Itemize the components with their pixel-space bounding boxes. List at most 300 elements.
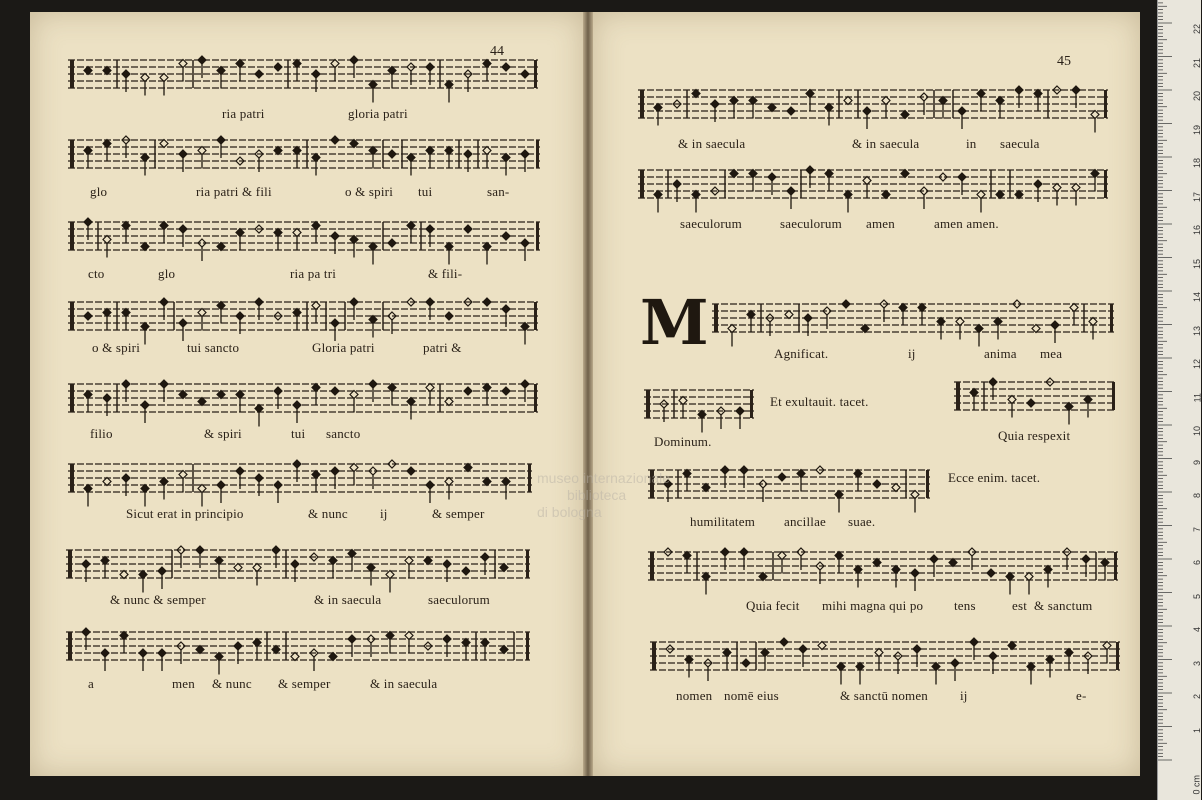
note-head [873, 559, 881, 567]
note-head [994, 318, 1002, 326]
note-head [274, 63, 282, 71]
note-head [1051, 321, 1059, 329]
lyric: ria patri & fili [196, 184, 272, 199]
note-head [521, 150, 529, 158]
note-head [103, 394, 111, 402]
clef-mark [640, 90, 644, 118]
book-gutter [583, 12, 593, 776]
lyric: Gloria patri [312, 340, 375, 355]
note-head [407, 154, 415, 162]
note-head [825, 104, 833, 112]
lyric: amen [866, 216, 895, 231]
note-head [521, 70, 529, 78]
note-head [863, 177, 871, 185]
clef-mark [70, 222, 74, 250]
note-head [426, 63, 434, 71]
lyric: sancto [326, 426, 361, 441]
note-head [82, 628, 90, 636]
lyric: ij [960, 688, 968, 703]
note-head [103, 309, 111, 317]
ruler-label: 11 [1192, 392, 1202, 402]
note-head [930, 555, 938, 563]
note-head [464, 387, 472, 395]
note-head [272, 646, 280, 654]
note-head [785, 311, 793, 319]
note-head [949, 559, 957, 567]
note-head [426, 481, 434, 489]
note-head [122, 70, 130, 78]
note-head [1072, 86, 1080, 94]
note-head [217, 391, 225, 399]
lyric: suae. [848, 514, 876, 529]
note-head [863, 107, 871, 115]
lyric: gloria patri [348, 106, 408, 121]
note-head [329, 557, 337, 565]
clef-mark [652, 642, 656, 670]
note-head [723, 649, 731, 657]
note-head [141, 485, 149, 493]
note-head [1065, 403, 1073, 411]
stamp-line: di bologna [537, 504, 602, 520]
note-head [331, 319, 339, 327]
note-head [1027, 399, 1035, 407]
note-head [1006, 573, 1014, 581]
note-head [1027, 663, 1035, 671]
lyric: men [172, 676, 195, 691]
note-head [856, 663, 864, 671]
end-bar [1110, 304, 1113, 332]
lyric: saeculorum [680, 216, 742, 231]
note-head [253, 564, 261, 572]
music-staff [638, 160, 1108, 206]
note-head [970, 389, 978, 397]
lyric: e- [1076, 688, 1087, 703]
note-head [293, 401, 301, 409]
note-head [179, 471, 187, 479]
lyric: tui sancto [187, 340, 240, 355]
music-staff [68, 292, 538, 338]
note-head [122, 474, 130, 482]
lyric: & in saecula [314, 592, 382, 607]
note-head [673, 180, 681, 188]
lyric: nomē eius [724, 688, 779, 703]
note-head [882, 97, 890, 105]
note-head [198, 398, 206, 406]
note-head [217, 243, 225, 251]
note-head [388, 239, 396, 247]
lyric: & in saecula [370, 676, 438, 691]
note-head [426, 298, 434, 306]
note-head [728, 325, 736, 333]
ruler-label: 12 [1192, 359, 1202, 370]
note-head [120, 632, 128, 640]
note-head [293, 229, 301, 237]
note-head [388, 150, 396, 158]
note-head [892, 484, 900, 492]
note-head [369, 81, 377, 89]
end-bar [526, 632, 529, 660]
note-head [160, 74, 168, 82]
note-head [899, 304, 907, 312]
note-head [759, 573, 767, 581]
note-head [462, 567, 470, 575]
note-head [806, 90, 814, 98]
ruler-label: 16 [1192, 225, 1202, 236]
clef-mark [646, 390, 650, 418]
note-head [483, 298, 491, 306]
lyric: a [88, 676, 94, 691]
note-head [502, 387, 510, 395]
ruler-label: 21 [1192, 57, 1202, 68]
note-head [1084, 396, 1092, 404]
ruler-label: 19 [1192, 124, 1202, 135]
stamp-line: biblioteca [567, 487, 627, 503]
note-head [1070, 304, 1078, 312]
ruler-label: 1 [1192, 727, 1202, 733]
note-head [101, 557, 109, 565]
note-head [443, 635, 451, 643]
lyric: tens [954, 598, 976, 613]
note-head [1082, 555, 1090, 563]
clef-mark [70, 384, 74, 412]
note-head [367, 564, 375, 572]
ruler-label: 22 [1192, 24, 1202, 35]
library-stamp [537, 470, 670, 521]
note-head [987, 569, 995, 577]
lyric: Dominum. [654, 434, 712, 449]
note-head [217, 481, 225, 489]
lyric: humilitatem [690, 514, 756, 529]
note-head [369, 316, 377, 324]
lyric: filio [90, 426, 113, 441]
note-head [388, 384, 396, 392]
note-head [312, 302, 320, 310]
note-head [255, 474, 263, 482]
note-head [141, 401, 149, 409]
note-head [120, 571, 128, 579]
lyric: patri & [423, 340, 462, 355]
note-head [502, 154, 510, 162]
note-head [464, 150, 472, 158]
note-head [1072, 184, 1080, 192]
ruler-label: 10 [1192, 426, 1202, 437]
lyric: Sicut erat in principio [126, 506, 244, 521]
music-staff [68, 130, 540, 176]
note-head [1034, 180, 1042, 188]
note-head [844, 97, 852, 105]
ruler-label: 20 [1192, 91, 1202, 102]
note-head [160, 478, 168, 486]
note-head [736, 407, 744, 415]
lyric: est [1012, 598, 1028, 613]
lyric: o & spiri [92, 340, 141, 355]
end-bar [534, 60, 537, 88]
note-head [350, 140, 358, 148]
note-head [464, 464, 472, 472]
note-head [854, 470, 862, 478]
note-head [179, 319, 187, 327]
note-head [958, 173, 966, 181]
lyric: & nunc & semper [110, 592, 206, 607]
note-head [369, 147, 377, 155]
note-head [84, 312, 92, 320]
note-head [198, 485, 206, 493]
note-head [272, 546, 280, 554]
clef-mark [68, 632, 72, 660]
note-head [291, 653, 299, 661]
music-staff [648, 542, 1118, 588]
note-head [424, 557, 432, 565]
note-head [84, 147, 92, 155]
note-head [350, 236, 358, 244]
note-head [685, 656, 693, 664]
note-head [160, 140, 168, 148]
music-staff [648, 460, 930, 506]
note-head [749, 97, 757, 105]
clef-mark [70, 302, 74, 330]
note-head [445, 398, 453, 406]
note-head [873, 480, 881, 488]
note-head [312, 471, 320, 479]
note-head [692, 191, 700, 199]
note-head [1032, 325, 1040, 333]
note-head [698, 411, 706, 419]
note-head [958, 107, 966, 115]
note-head [654, 104, 662, 112]
note-head [989, 652, 997, 660]
note-head [234, 642, 242, 650]
clef-mark [650, 552, 654, 580]
note-head [1101, 559, 1109, 567]
lyric: tui [418, 184, 433, 199]
note-head [103, 67, 111, 75]
note-head [236, 60, 244, 68]
note-head [234, 564, 242, 572]
note-head [255, 298, 263, 306]
note-head [350, 298, 358, 306]
lyric: & fili- [428, 266, 463, 281]
lyric: & semper [278, 676, 331, 691]
music-staff [712, 294, 1114, 340]
note-head [502, 478, 510, 486]
note-head [989, 378, 997, 386]
note-head [918, 304, 926, 312]
ruler-label: 2 [1192, 694, 1202, 700]
note-head [892, 566, 900, 574]
end-bar [1104, 90, 1107, 118]
note-head [1044, 566, 1052, 574]
note-head [1065, 649, 1073, 657]
lyric: & sanctum [1034, 598, 1093, 613]
ruler-label: 17 [1192, 191, 1202, 202]
note-head [483, 243, 491, 251]
note-head [778, 552, 786, 560]
note-head [804, 314, 812, 322]
note-head [158, 649, 166, 657]
note-head [730, 170, 738, 178]
end-bar [1112, 382, 1115, 410]
ruler-label: 7 [1192, 526, 1202, 532]
note-head [740, 548, 748, 556]
note-head [500, 646, 508, 654]
note-head [875, 649, 883, 657]
lyric: ria pa tri [290, 266, 337, 281]
note-head [388, 67, 396, 75]
note-head [84, 218, 92, 226]
note-head [901, 170, 909, 178]
note-head [407, 467, 415, 475]
note-head [329, 653, 337, 661]
note-head [312, 70, 320, 78]
note-head [692, 90, 700, 98]
lyric: ancillae [784, 514, 827, 529]
note-head [141, 154, 149, 162]
note-head [158, 567, 166, 575]
note-head [861, 325, 869, 333]
note-head [160, 222, 168, 230]
note-head [274, 147, 282, 155]
note-head [445, 147, 453, 155]
ruler-label: 15 [1192, 258, 1202, 269]
note-head [101, 649, 109, 657]
lyric: ij [380, 506, 388, 521]
note-head [82, 560, 90, 568]
ruler-label: 8 [1192, 493, 1202, 499]
note-head [369, 243, 377, 251]
note-head [236, 467, 244, 475]
ruler-label: 5 [1192, 593, 1202, 599]
note-head [1025, 573, 1033, 581]
note-head [464, 225, 472, 233]
note-head [179, 60, 187, 68]
note-head [198, 309, 206, 317]
lyric: mea [1040, 346, 1063, 361]
ruler-label: 13 [1192, 325, 1202, 336]
note-head [835, 552, 843, 560]
note-head [730, 97, 738, 105]
note-head [103, 140, 111, 148]
note-head [711, 100, 719, 108]
note-head [141, 323, 149, 331]
note-head [312, 154, 320, 162]
note-head [768, 104, 776, 112]
note-head [217, 302, 225, 310]
note-head [806, 166, 814, 174]
note-head [293, 309, 301, 317]
note-head [483, 60, 491, 68]
clef-mark [70, 60, 74, 88]
lyric: tui [291, 426, 306, 441]
lyric: saeculorum [428, 592, 490, 607]
lyric: saeculorum [780, 216, 842, 231]
note-head [348, 550, 356, 558]
note-head [761, 649, 769, 657]
note-head [1091, 170, 1099, 178]
note-head [749, 170, 757, 178]
note-head [797, 470, 805, 478]
note-head [445, 478, 453, 486]
note-head [483, 384, 491, 392]
clef-mark [68, 550, 72, 578]
lyric: amen amen. [934, 216, 999, 231]
lyric: & spiri [204, 426, 242, 441]
note-head [312, 222, 320, 230]
ruler-label: 18 [1192, 158, 1202, 169]
note-head [312, 384, 320, 392]
music-staff [68, 374, 538, 420]
note-head [1015, 86, 1023, 94]
note-head [331, 467, 339, 475]
music-staff [68, 212, 540, 258]
note-head [293, 460, 301, 468]
end-bar [526, 550, 529, 578]
note-head [683, 470, 691, 478]
note-head [196, 646, 204, 654]
note-head [956, 318, 964, 326]
clef-mark [714, 304, 718, 332]
note-head [160, 380, 168, 388]
note-head [386, 571, 394, 579]
note-head [293, 147, 301, 155]
music-staff [66, 622, 530, 668]
decorated-initial: M [640, 286, 709, 359]
note-head [818, 642, 826, 650]
note-head [84, 485, 92, 493]
note-head [911, 491, 919, 499]
note-head [702, 484, 710, 492]
note-head [1008, 396, 1016, 404]
music-staff [68, 50, 538, 96]
note-head [483, 147, 491, 155]
end-bar [1116, 642, 1119, 670]
end-bar [926, 470, 929, 498]
note-head [274, 229, 282, 237]
note-head [103, 236, 111, 244]
note-head [780, 638, 788, 646]
note-head [236, 229, 244, 237]
note-head [932, 663, 940, 671]
lyric: ij [908, 346, 916, 361]
ruler-label: 4 [1192, 627, 1202, 633]
note-head [835, 491, 843, 499]
music-staff [66, 540, 530, 586]
clef-mark [70, 140, 74, 168]
note-head [350, 464, 358, 472]
note-head [521, 239, 529, 247]
note-head [977, 90, 985, 98]
note-head [139, 649, 147, 657]
note-head [502, 305, 510, 313]
note-head [255, 70, 263, 78]
note-head [844, 191, 852, 199]
lyric: mihi magna qui po [822, 598, 924, 613]
note-head [481, 553, 489, 561]
clef-mark [640, 170, 644, 198]
note-head [160, 298, 168, 306]
end-bar [528, 464, 531, 492]
note-head [331, 387, 339, 395]
note-head [1053, 184, 1061, 192]
note-head [291, 560, 299, 568]
ruler-label: 14 [1192, 292, 1202, 303]
note-head [445, 81, 453, 89]
lyric: & sanctū nomen [840, 688, 929, 703]
note-head [407, 222, 415, 230]
lyric: san- [487, 184, 510, 199]
note-head [502, 232, 510, 240]
lyric: glo [90, 184, 108, 199]
note-head [274, 481, 282, 489]
